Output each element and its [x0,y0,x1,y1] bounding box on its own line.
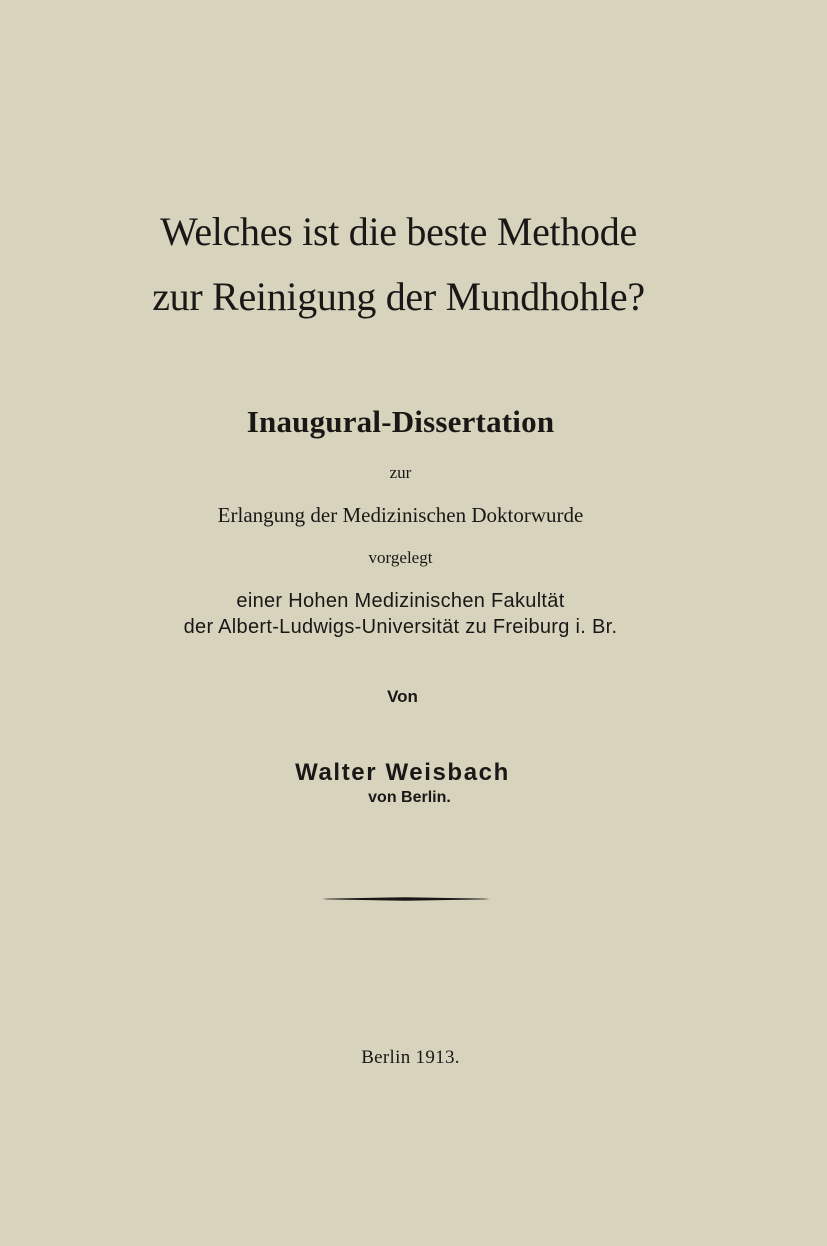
author-name: Walter Weisbach [295,759,510,786]
by-label: Von [387,687,418,706]
submitted-text: vorgelegt [368,548,433,567]
faculty-line-2: der Albert-Ludwigs-Universität zu Freiburg i. Br. [183,616,618,638]
ornamental-rule [322,896,490,902]
title-line-1: Welches ist die beste Methode [160,209,637,254]
imprint-place-year: Berlin 1913. [361,1047,460,1068]
degree-purpose: Erlangung der Medizinischen Doktorwurde [217,503,584,527]
author-origin: von Berlin. [368,789,451,806]
document-type: Inaugural-Dissertation [246,404,555,439]
title-line-2: zur Reinigung der Mundhohle? [152,274,645,319]
faculty-line-1: einer Hohen Medizinischen Fakultät [236,590,565,612]
connector-text: zur [389,463,412,482]
